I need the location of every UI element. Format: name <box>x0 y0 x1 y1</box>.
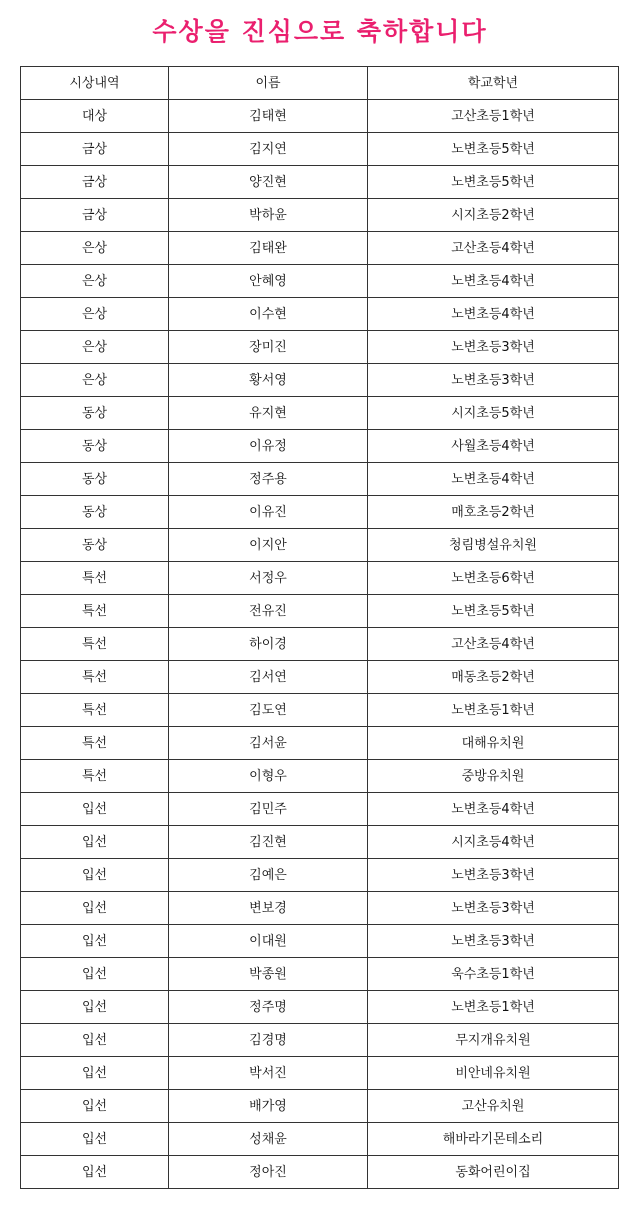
table-row <box>21 397 619 430</box>
award-cell: 은상 <box>21 298 169 331</box>
award-cell: 입선 <box>21 1156 169 1189</box>
table-row <box>21 826 619 859</box>
table-row <box>21 859 619 892</box>
award-cell: 대상 <box>21 100 169 133</box>
school-grade-cell: 노변초등4학년 <box>368 265 619 298</box>
award-cell: 금상 <box>21 166 169 199</box>
school-grade-cell: 시지초등2학년 <box>368 199 619 232</box>
school-grade-cell: 고산초등1학년 <box>368 100 619 133</box>
table-row <box>21 727 619 760</box>
school-grade-cell: 노변초등3학년 <box>368 331 619 364</box>
table-row <box>21 232 619 265</box>
page-title: 수상을 진심으로 축하합니다 <box>152 17 488 46</box>
award-cell: 입선 <box>21 1057 169 1090</box>
name-cell: 김지연 <box>169 133 368 166</box>
name-cell: 이유정 <box>169 430 368 463</box>
awards-table <box>20 66 619 1189</box>
school-grade-cell: 청림병설유치원 <box>368 529 619 562</box>
name-cell: 이지안 <box>169 529 368 562</box>
name-cell: 성채윤 <box>169 1123 368 1156</box>
name-cell: 안혜영 <box>169 265 368 298</box>
name-cell: 정주용 <box>169 463 368 496</box>
award-cell: 동상 <box>21 496 169 529</box>
name-cell: 김예은 <box>169 859 368 892</box>
name-cell: 배가영 <box>169 1090 368 1123</box>
award-cell: 입선 <box>21 991 169 1024</box>
name-cell: 이형우 <box>169 760 368 793</box>
award-cell: 은상 <box>21 364 169 397</box>
table-row <box>21 661 619 694</box>
award-cell: 동상 <box>21 463 169 496</box>
table-row <box>21 1123 619 1156</box>
name-cell: 이대원 <box>169 925 368 958</box>
award-cell: 은상 <box>21 232 169 265</box>
award-cell: 특선 <box>21 727 169 760</box>
table-row <box>21 892 619 925</box>
name-cell: 김도연 <box>169 694 368 727</box>
school-grade-cell: 동화어린이집 <box>368 1156 619 1189</box>
name-cell: 김서연 <box>169 661 368 694</box>
school-grade-cell: 노변초등3학년 <box>368 364 619 397</box>
school-grade-cell: 대해유치원 <box>368 727 619 760</box>
school-grade-cell: 사월초등4학년 <box>368 430 619 463</box>
table-row <box>21 1156 619 1189</box>
school-grade-cell: 비안네유치원 <box>368 1057 619 1090</box>
school-grade-cell: 노변초등4학년 <box>368 793 619 826</box>
school-grade-cell: 노변초등4학년 <box>368 463 619 496</box>
school-grade-cell: 중방유치원 <box>368 760 619 793</box>
column-header-school-grade: 학교학년 <box>368 67 619 100</box>
table-row <box>21 166 619 199</box>
school-grade-cell: 노변초등1학년 <box>368 991 619 1024</box>
table-row <box>21 331 619 364</box>
table-row <box>21 364 619 397</box>
award-cell: 입선 <box>21 859 169 892</box>
table-row <box>21 529 619 562</box>
school-grade-cell: 노변초등5학년 <box>368 595 619 628</box>
table-row <box>21 1024 619 1057</box>
school-grade-cell: 매동초등2학년 <box>368 661 619 694</box>
award-cell: 입선 <box>21 1090 169 1123</box>
award-cell: 입선 <box>21 925 169 958</box>
award-cell: 금상 <box>21 199 169 232</box>
award-cell: 특선 <box>21 760 169 793</box>
name-cell: 장미진 <box>169 331 368 364</box>
table-row <box>21 430 619 463</box>
award-cell: 입선 <box>21 1123 169 1156</box>
award-cell: 입선 <box>21 793 169 826</box>
table-header-row <box>21 67 619 100</box>
table-row <box>21 133 619 166</box>
table-row <box>21 793 619 826</box>
table-row <box>21 958 619 991</box>
table-row <box>21 991 619 1024</box>
table-row <box>21 100 619 133</box>
name-cell: 변보경 <box>169 892 368 925</box>
name-cell: 김경명 <box>169 1024 368 1057</box>
name-cell: 양진현 <box>169 166 368 199</box>
school-grade-cell: 노변초등6학년 <box>368 562 619 595</box>
table-row <box>21 298 619 331</box>
school-grade-cell: 고산초등4학년 <box>368 628 619 661</box>
school-grade-cell: 시지초등4학년 <box>368 826 619 859</box>
column-header-award: 시상내역 <box>21 67 169 100</box>
award-cell: 동상 <box>21 397 169 430</box>
table-row <box>21 496 619 529</box>
name-cell: 전유진 <box>169 595 368 628</box>
school-grade-cell: 시지초등5학년 <box>368 397 619 430</box>
table-row <box>21 694 619 727</box>
table-row <box>21 595 619 628</box>
name-cell: 김진현 <box>169 826 368 859</box>
award-cell: 특선 <box>21 694 169 727</box>
name-cell: 서정우 <box>169 562 368 595</box>
school-grade-cell: 욱수초등1학년 <box>368 958 619 991</box>
table-row <box>21 1057 619 1090</box>
school-grade-cell: 노변초등4학년 <box>368 298 619 331</box>
name-cell: 김민주 <box>169 793 368 826</box>
name-cell: 유지현 <box>169 397 368 430</box>
name-cell: 김태현 <box>169 100 368 133</box>
award-cell: 은상 <box>21 265 169 298</box>
school-grade-cell: 노변초등3학년 <box>368 925 619 958</box>
award-cell: 입선 <box>21 958 169 991</box>
name-cell: 정아진 <box>169 1156 368 1189</box>
table-row <box>21 760 619 793</box>
school-grade-cell: 고산초등4학년 <box>368 232 619 265</box>
name-cell: 하이경 <box>169 628 368 661</box>
name-cell: 정주명 <box>169 991 368 1024</box>
name-cell: 황서영 <box>169 364 368 397</box>
name-cell: 이유진 <box>169 496 368 529</box>
award-cell: 입선 <box>21 826 169 859</box>
school-grade-cell: 노변초등5학년 <box>368 166 619 199</box>
name-cell: 박서진 <box>169 1057 368 1090</box>
award-cell: 입선 <box>21 892 169 925</box>
table-row <box>21 925 619 958</box>
name-cell: 이수현 <box>169 298 368 331</box>
school-grade-cell: 매호초등2학년 <box>368 496 619 529</box>
school-grade-cell: 무지개유치원 <box>368 1024 619 1057</box>
award-cell: 금상 <box>21 133 169 166</box>
table-row <box>21 628 619 661</box>
award-cell: 특선 <box>21 595 169 628</box>
school-grade-cell: 해바라기몬테소리 <box>368 1123 619 1156</box>
school-grade-cell: 노변초등3학년 <box>368 859 619 892</box>
table-body <box>21 100 619 1189</box>
award-cell: 동상 <box>21 529 169 562</box>
table-row <box>21 265 619 298</box>
table-row <box>21 1090 619 1123</box>
award-cell: 동상 <box>21 430 169 463</box>
award-cell: 입선 <box>21 1024 169 1057</box>
table-row <box>21 199 619 232</box>
school-grade-cell: 노변초등5학년 <box>368 133 619 166</box>
award-cell: 특선 <box>21 562 169 595</box>
table-row <box>21 463 619 496</box>
award-cell: 특선 <box>21 661 169 694</box>
name-cell: 김태완 <box>169 232 368 265</box>
school-grade-cell: 노변초등3학년 <box>368 892 619 925</box>
school-grade-cell: 고산유치원 <box>368 1090 619 1123</box>
name-cell: 박하윤 <box>169 199 368 232</box>
award-cell: 은상 <box>21 331 169 364</box>
table-row <box>21 562 619 595</box>
name-cell: 박종원 <box>169 958 368 991</box>
award-cell: 특선 <box>21 628 169 661</box>
name-cell: 김서윤 <box>169 727 368 760</box>
school-grade-cell: 노변초등1학년 <box>368 694 619 727</box>
column-header-name: 이름 <box>169 67 368 100</box>
